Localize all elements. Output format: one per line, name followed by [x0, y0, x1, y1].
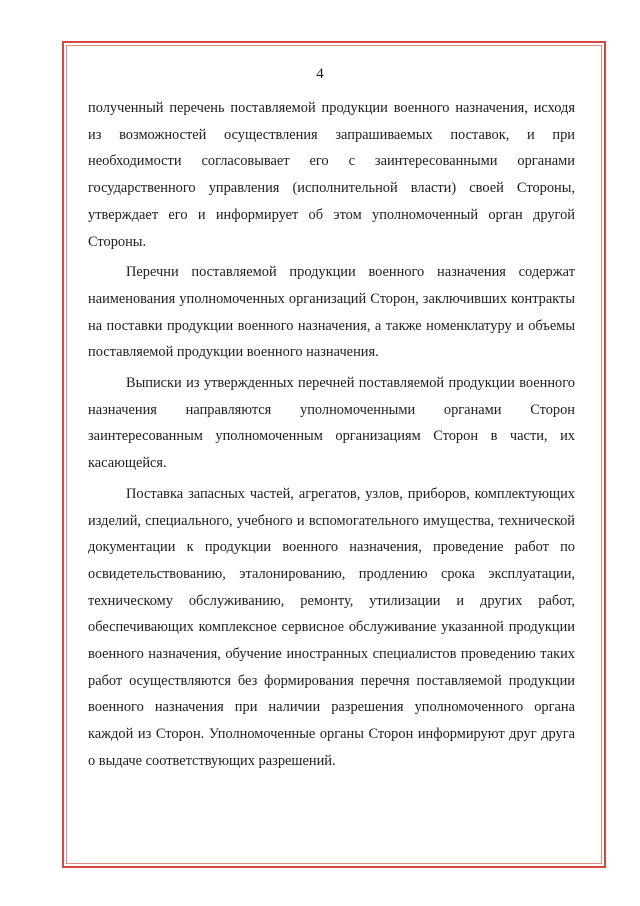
paragraph-spare-parts: Поставка запасных частей, агрегатов, узлов, приборов, комплектующих изделий, специального, учебного и вспомогательного имущества, технической документации к продукции военного назначения, проведение работ по освидетельствованию, эталонированию, продлению срока эксплуатации, техническому обслуживанию, ремонту, утилизации и других работ, обеспечивающих комплексное сервисное обслуживание указанной продукции военного назначения, обучение иностранных специалистов проведению таких работ осуществляются без формирования перечня поставляемой продукции военного назначения при наличии разрешения уполномоченного органа каждой из Сторон. Уполномоченные органы Сторон информируют друг друга о выдаче соответствующих разрешений.	[88, 485, 575, 769]
document-body	[88, 95, 575, 779]
paragraph-extracts: Выписки из утвержденных перечней поставляемой продукции военного назначения направляются уполномоченными органами Сторон заинтересованным уполномоченным организациям Сторон в части, их касающейся.	[88, 375, 575, 472]
paragraph-continuation: полученный перечень поставляемой продукции военного назначения, исходя из возможностей осуществления запрашиваемых поставок, и при необходимости согласовывает его с заинтересованными органами государственного управления (исполнительной власти) своей Стороны, утверждает его и информирует об этом уполномоченный орган другой Стороны.	[88, 100, 575, 250]
paragraph-lists-content: Перечни поставляемой продукции военного назначения содержат наименования уполномоченных организаций Сторон, заключивших контракты на поставки продукции военного назначения, а также номенклатуру и объемы поставляемой продукции военного назначения.	[88, 264, 575, 361]
page-number: 4	[316, 66, 324, 82]
